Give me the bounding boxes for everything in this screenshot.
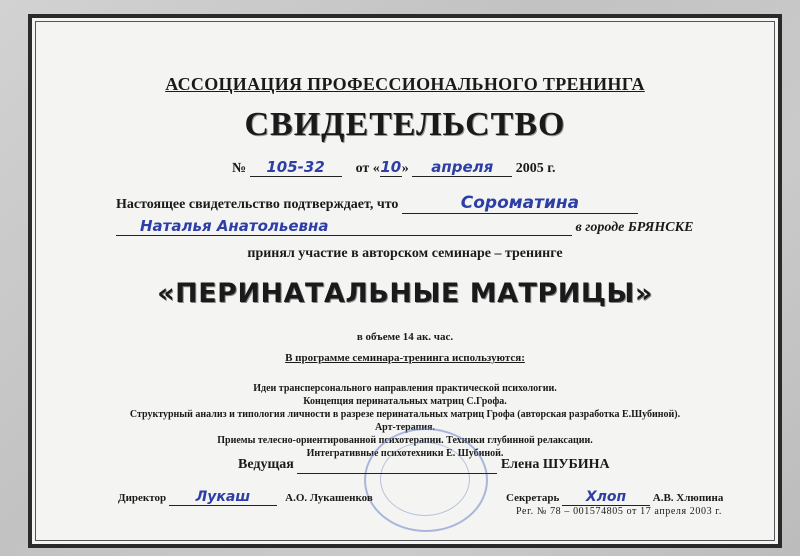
program-item: Арт-терапия.: [374, 422, 436, 433]
program-item: Идеи трансперсонального направления практической психологии.: [253, 383, 557, 394]
secretary-line: [506, 489, 723, 506]
given-names-field: Наталья Анатольевна: [116, 217, 572, 236]
lead-name: Елена ШУБИНА: [500, 457, 610, 472]
lead-line: [238, 457, 610, 474]
stamp-inner-ring: [380, 442, 470, 516]
date-month: апреля: [412, 158, 512, 177]
date-close: »: [401, 161, 409, 176]
number-value: 105-32: [250, 158, 342, 177]
secretary-signature: Хлоп: [562, 489, 650, 506]
city-text: в городе БРЯНСКЕ: [575, 220, 694, 235]
program-item: Концепция перинатальных матриц С.Грофа.: [303, 396, 507, 407]
program-item: Интегративные психотехники Е. Шубиной.: [306, 448, 504, 459]
certificate-title: СВИДЕТЕЛЬСТВО: [244, 106, 566, 143]
director-line: [118, 489, 373, 506]
seminar-name: «ПЕРИНАТАЛЬНЫЕ МАТРИЦЫ»: [157, 278, 653, 309]
registration-number: Рег. № 78 – 001574805 от 17 апреля 2003 г.: [516, 506, 722, 517]
date-year: 2005 г.: [515, 161, 556, 176]
confirm-text: Настоящее свидетельство подтверждает, что: [116, 197, 399, 212]
number-date-line: [232, 158, 556, 177]
lead-signature-line: [297, 457, 497, 474]
stamp-seal: [364, 428, 488, 532]
name-line: [116, 217, 693, 236]
association-name: АССОЦИАЦИЯ ПРОФЕССИОНАЛЬНОГО ТРЕНИНГА: [165, 74, 645, 94]
surname-field: Сороматина: [402, 193, 638, 214]
number-label: №: [232, 161, 247, 176]
director-name: А.О. Лукашенков: [285, 492, 373, 504]
lead-label: Ведущая: [238, 457, 294, 472]
director-signature: Лукаш: [169, 489, 277, 506]
confirm-line: [116, 193, 638, 214]
date-day: 10: [380, 158, 402, 176]
secretary-name: А.В. Хлюпина: [652, 492, 724, 504]
volume-text: в объеме 14 ак. час.: [356, 331, 454, 343]
certificate-sheet: [28, 14, 782, 548]
program-title: В программе семинара-тренинга используются:: [285, 352, 525, 364]
program-item: Структурный анализ и типология личности в разрезе перинатальных матриц Грофа (авторская разработка Е.Шубиной).: [129, 409, 681, 420]
took-part-text: принял участие в авторском семинаре – тренинге: [247, 246, 563, 261]
secretary-label: Секретарь: [506, 492, 560, 504]
date-from-label: от «: [355, 161, 380, 176]
program-item: Приемы телесно-ориентированной психотерапии. Техники глубинной релаксации.: [217, 435, 593, 446]
director-label: Директор: [118, 492, 167, 504]
